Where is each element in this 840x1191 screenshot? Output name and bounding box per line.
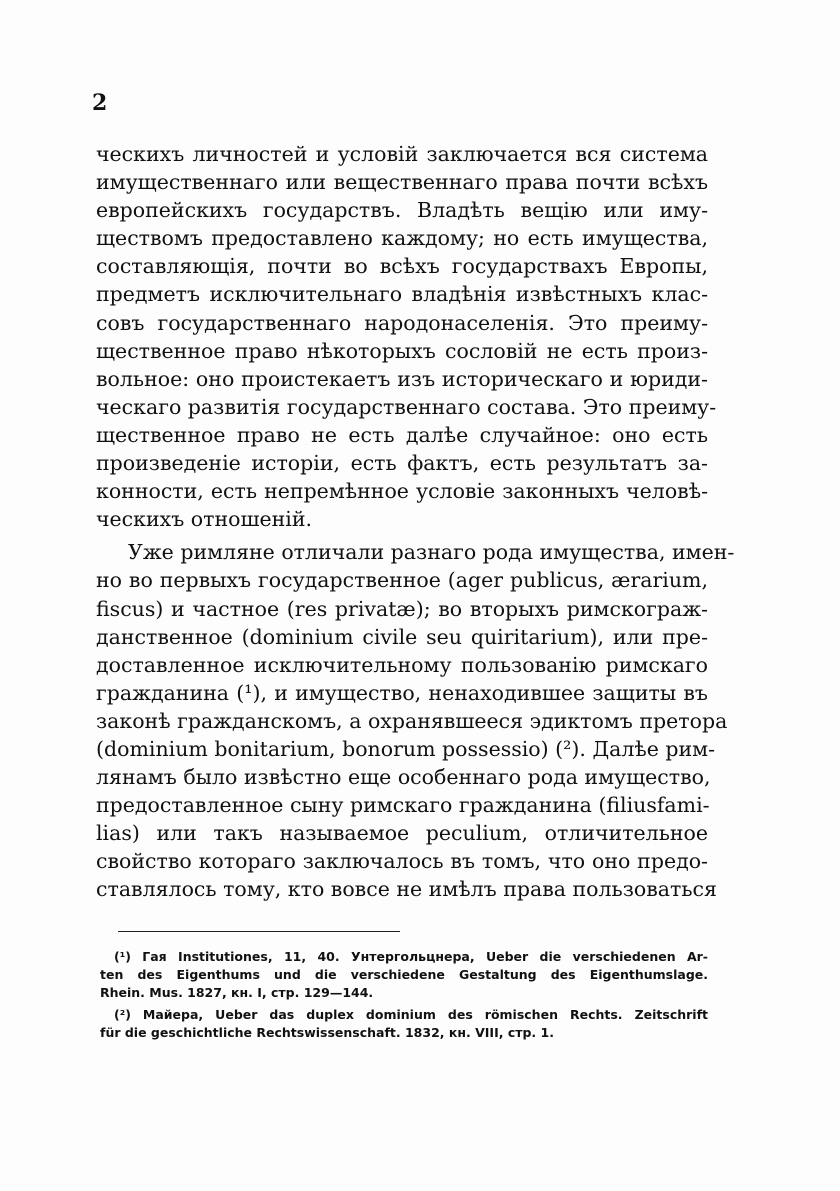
text-line: предоставленное сыну римскаго гражданина (filiusfami- <box>96 793 710 818</box>
body-text <box>96 140 735 904</box>
footnote-line: (²) Майера, Ueber das duplex dominium des römischen Rechts. Zeitschrift <box>114 1006 708 1022</box>
text-line: fiscus) и частное (res privatæ); во вторыхъ римскограж- <box>96 596 708 621</box>
text-line: lias) или такъ называемое peculium, отличительное <box>96 821 708 846</box>
page-number: 2 <box>92 90 108 116</box>
text-line: конности, есть непремѣнное условіе законныхъ человѣ- <box>96 479 708 504</box>
footnote-reference: (²). <box>555 736 586 761</box>
text-line: составляющія, почти во всѣхъ государствахъ Европы, <box>96 254 708 279</box>
text-line: ческихъ личностей и условій заключается вся система <box>96 142 708 166</box>
text-line: предметъ исключительнаго владѣнія извѣстныхъ клас- <box>96 282 708 307</box>
text-line: данственное (dominium civile seu quiritarium), или пре- <box>96 624 708 649</box>
footnote-line: (¹) Гая Institutiones, 11, 40. Унтергольцнера, Ueber die verschiedenen Ar- <box>114 949 708 964</box>
text-line: законѣ гражданскомъ, а охранявшееся эдиктомъ претора <box>96 708 728 733</box>
text-line <box>96 735 716 763</box>
text-line: произведеніе исторіи, есть фактъ, есть результатъ за- <box>96 451 708 476</box>
text-line: Уже римляне отличали разнаго рода имущества, имен- <box>128 540 735 565</box>
footnote-separator <box>118 931 400 932</box>
footnote-reference: (¹), и <box>236 680 288 705</box>
text-line: щественное право не есть далѣе случайное: оно есть <box>96 422 708 447</box>
text-fragment: (dominium bonitarium, bonorum possessio) <box>96 736 549 761</box>
text-line: совъ государственнаго народонаселенія. Это преиму- <box>96 310 708 335</box>
footnote-line: ten des Eigenthums und die verschiedene Gestaltung des Eigenthumslage. <box>100 967 708 983</box>
text-line: свойство котораго заключалось въ томъ, что оно предо- <box>96 849 708 874</box>
text-fragment: гражданина <box>96 680 229 705</box>
text-line: ставлялось тому, кто вовсе не имѣлъ права пользоваться <box>96 877 717 902</box>
footnotes <box>100 948 708 1042</box>
text-line: щественное право нѣкоторыхъ сословій не есть произ- <box>96 338 708 363</box>
text-line: доставленное исключительному пользованію римскаго <box>96 652 708 677</box>
text-line: ческихъ отношеній. <box>96 507 313 532</box>
text-line: вольное: оно проистекаетъ изъ историческаго и юриди- <box>96 366 708 391</box>
footnote-line: Rhein. Mus. 1827, кн. I, стр. 129—144. <box>100 985 374 1001</box>
text-line: европейскихъ государствъ. Владѣть вещію или иму- <box>96 198 708 223</box>
text-line: ческаго развитія государственнаго состава. Это преиму- <box>96 394 717 419</box>
text-line <box>96 679 708 707</box>
text-fragment: имущество, ненаходившее защиты въ <box>295 680 708 705</box>
text-line: ществомъ предоставлено каждому; но есть имущества, <box>96 226 708 251</box>
footnote-line: für die geschichtliche Rechtswissenschaft. 1832, кн. VIII, стр. 1. <box>100 1024 554 1040</box>
text-fragment: Далѣе рим- <box>592 736 716 761</box>
text-line: имущественнаго или вещественнаго права почти всѣхъ <box>96 170 708 195</box>
text-line: лянамъ было извѣстно еще особеннаго рода имущество, <box>96 765 711 790</box>
text-line: но во первыхъ государственное (ager publicus, ærarium, <box>96 568 708 593</box>
